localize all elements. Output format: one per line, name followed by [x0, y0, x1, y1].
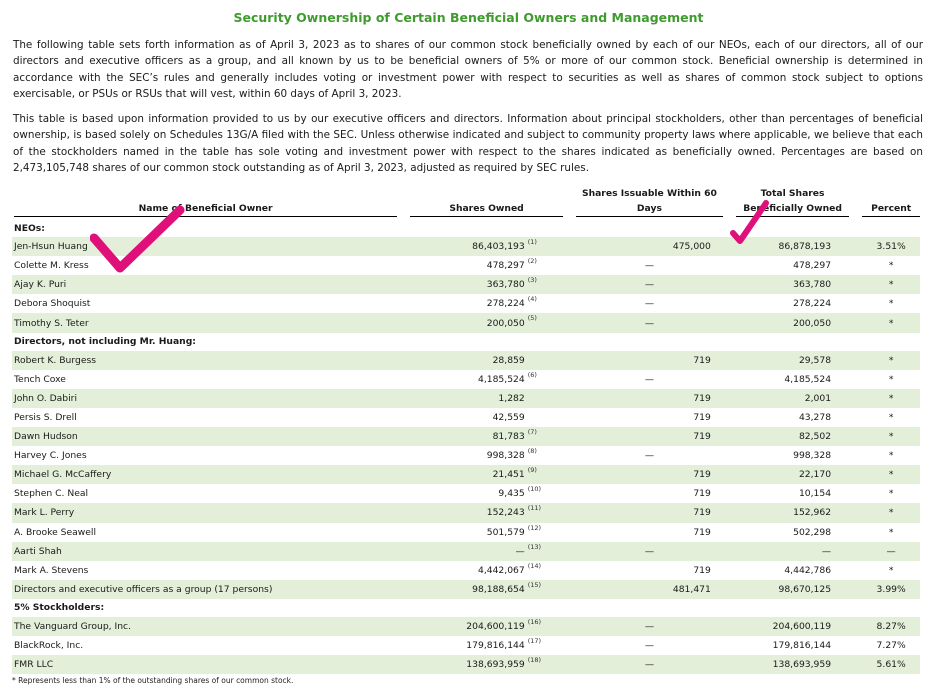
percent-owned: * — [862, 313, 920, 332]
total-owned: 204,600,119 — [736, 617, 849, 636]
percent-owned: * — [888, 373, 894, 385]
table-row — [12, 636, 920, 655]
table-row — [12, 370, 920, 389]
owner-name: Stephen C. Neal — [14, 488, 89, 500]
total-owned: — — [736, 542, 849, 561]
header-issuable: Shares Issuable Within 60 Days — [576, 186, 723, 219]
owner-name: Jen-Hsun Huang — [12, 237, 397, 256]
shares-issuable: — — [644, 298, 655, 310]
shares-issuable: — — [576, 655, 723, 674]
owner-name: Michael G. McCaffery — [12, 465, 397, 484]
table-row — [12, 503, 920, 522]
total-owned: 4,442,786 — [784, 564, 832, 576]
shares-issuable: 719 — [576, 427, 723, 446]
owner-name: Aarti Shah — [12, 542, 397, 561]
shares-owned: 363,780 — [410, 275, 524, 294]
total-owned: 478,297 — [793, 260, 832, 272]
footnote-ref: (3) — [525, 275, 563, 294]
shares-issuable: 719 — [693, 526, 711, 538]
shares-owned: 4,185,524 — [477, 373, 525, 385]
total-owned: 98,670,125 — [736, 580, 849, 599]
shares-issuable: 481,471 — [576, 580, 723, 599]
footnote: * Represents less than 1% of the outstanding shares of our common stock. — [12, 676, 294, 685]
footnote-ref — [525, 389, 563, 408]
section-title: Security Ownership of Certain Beneficial Owners and Management — [233, 10, 704, 25]
percent-owned: * — [888, 450, 894, 462]
footnote-ref: (7) — [525, 427, 563, 446]
owner-name: Timothy S. Teter — [12, 313, 397, 332]
shares-owned: 42,559 — [492, 411, 525, 423]
shares-owned: 4,442,067 — [477, 564, 525, 576]
footnote-ref: (1) — [525, 237, 563, 256]
shares-owned: 152,243 — [410, 503, 524, 522]
shares-owned: 278,224 — [486, 298, 525, 310]
table-row — [12, 256, 920, 275]
total-owned: 363,780 — [736, 275, 849, 294]
total-owned: 502,298 — [793, 526, 832, 538]
owner-name: BlackRock, Inc. — [14, 640, 84, 652]
percent-owned: * — [862, 275, 920, 294]
percent-owned: * — [888, 411, 894, 423]
owner-name: Mark L. Perry — [12, 503, 397, 522]
total-owned: 4,185,524 — [784, 373, 832, 385]
percent-owned: — — [862, 542, 920, 561]
table-row — [12, 237, 920, 256]
total-owned: 278,224 — [793, 298, 832, 310]
footnote-ref: (15) — [525, 580, 563, 599]
shares-issuable: 719 — [693, 411, 711, 423]
shares-issuable: 719 — [576, 389, 723, 408]
section-label: Directors, not including Mr. Huang: — [14, 336, 196, 348]
table-row — [12, 465, 920, 484]
shares-owned: 81,783 — [410, 427, 524, 446]
table-row — [12, 484, 920, 503]
owner-name: Ajay K. Puri — [12, 275, 397, 294]
total-owned: 138,693,959 — [736, 655, 849, 674]
shares-issuable: 719 — [576, 465, 723, 484]
total-owned: 43,278 — [798, 411, 832, 423]
shares-issuable: — — [644, 640, 655, 652]
percent-owned: * — [862, 465, 920, 484]
owner-name: The Vanguard Group, Inc. — [12, 617, 397, 636]
shares-issuable: 719 — [576, 351, 723, 370]
percent-owned: 8.27% — [862, 617, 920, 636]
table-section-row — [12, 219, 920, 237]
percent-owned: 3.99% — [862, 580, 920, 599]
table-row — [12, 408, 920, 427]
table-row — [12, 655, 920, 674]
shares-owned: 501,579 — [486, 526, 525, 538]
table-section-row — [12, 599, 920, 617]
table-row — [12, 427, 920, 446]
shares-issuable: — — [576, 617, 723, 636]
shares-issuable: 475,000 — [576, 237, 723, 256]
shares-owned: 138,693,959 — [410, 655, 524, 674]
table-row — [12, 523, 920, 542]
total-owned: 998,328 — [793, 450, 832, 462]
table-row — [12, 542, 920, 561]
total-owned: 29,578 — [736, 351, 849, 370]
shares-issuable: — — [576, 542, 723, 561]
footnote-ref: (18) — [525, 655, 563, 674]
percent-owned: 7.27% — [876, 640, 906, 652]
owner-name: Mark A. Stevens — [14, 564, 89, 576]
percent-owned: * — [888, 564, 894, 576]
percent-owned: * — [888, 298, 894, 310]
percent-owned: * — [862, 389, 920, 408]
footnote-ref: (5) — [525, 313, 563, 332]
table-row — [12, 580, 920, 599]
table-row — [12, 446, 920, 465]
total-owned: 22,170 — [736, 465, 849, 484]
table-row — [12, 275, 920, 294]
footnote-ref: (10) — [527, 485, 542, 494]
owner-name: Robert K. Burgess — [12, 351, 397, 370]
shares-owned: 204,600,119 — [410, 617, 524, 636]
owner-name: Directors and executive officers as a group (17 persons) — [12, 580, 397, 599]
owner-name: Persis S. Drell — [14, 411, 77, 423]
table-section-row — [12, 333, 920, 351]
owner-name: Tench Coxe — [14, 373, 66, 385]
percent-owned: 3.51% — [862, 237, 920, 256]
footnote-ref: (17) — [527, 637, 542, 646]
footnote-ref: (6) — [527, 370, 537, 379]
total-owned: 152,962 — [736, 503, 849, 522]
owner-name: Dawn Hudson — [12, 427, 397, 446]
shares-owned: 179,816,144 — [466, 640, 525, 652]
header-owned: Shares Owned — [410, 186, 562, 219]
shares-owned: 998,328 — [486, 450, 525, 462]
footnote-ref — [525, 351, 563, 370]
percent-owned: * — [888, 488, 894, 500]
total-owned: 86,878,193 — [736, 237, 849, 256]
percent-owned: * — [888, 260, 894, 272]
owner-name: FMR LLC — [12, 655, 397, 674]
owner-name: Colette M. Kress — [14, 260, 89, 272]
total-owned: 2,001 — [736, 389, 849, 408]
percent-owned: * — [862, 503, 920, 522]
total-owned: 179,816,144 — [772, 640, 832, 652]
footnote-ref: (8) — [527, 447, 537, 456]
footnote-ref: (4) — [527, 295, 537, 304]
shares-owned: 478,297 — [486, 260, 525, 272]
table-row — [12, 294, 920, 313]
shares-owned: 21,451 — [410, 465, 524, 484]
section-label: 5% Stockholders: — [14, 602, 105, 614]
footnote-ref: (13) — [525, 542, 563, 561]
shares-owned: 9,435 — [498, 488, 525, 500]
shares-issuable: 719 — [693, 488, 711, 500]
shares-issuable: — — [576, 275, 723, 294]
owner-name: John O. Dabiri — [12, 389, 397, 408]
shares-issuable: — — [644, 373, 655, 385]
shares-owned: 1,282 — [410, 389, 524, 408]
percent-owned: * — [888, 526, 894, 538]
total-owned: 82,502 — [736, 427, 849, 446]
table-header-row — [12, 186, 920, 219]
intro-paragraph: The following table sets forth information as of April 3, 2023 as to shares of our common stock beneficially owned by each of our NEOs, each of our directors, all of our directors and executive officers as a group, and all known by us to be beneficial owners of 5% or more of our common stock. Beneficial ownership is determined in accordance with the SEC’s rules and generally includes voting or investment power with respect to securities as well as shares of common stock subject to options exercisable, or PSUs or RSUs that will vest, within 60 days of April 3, 2023. — [13, 39, 923, 101]
shares-owned: 98,188,654 — [410, 580, 524, 599]
shares-issuable: 719 — [693, 564, 711, 576]
percent-owned: 5.61% — [862, 655, 920, 674]
shares-issuable: — — [644, 450, 655, 462]
table-row — [12, 617, 920, 636]
section-label: NEOs: — [14, 222, 45, 234]
header-percent: Percent — [862, 186, 920, 219]
ownership-table — [12, 186, 920, 674]
shares-owned: — — [410, 542, 524, 561]
table-row — [12, 351, 920, 370]
footnote-ref: (16) — [525, 617, 563, 636]
header-name: Name of Beneficial Owner — [12, 186, 397, 219]
shares-issuable: — — [576, 313, 723, 332]
footnote-ref: (11) — [525, 503, 563, 522]
footnote-ref: (2) — [527, 257, 537, 266]
total-owned: 10,154 — [798, 488, 832, 500]
shares-issuable: 719 — [576, 503, 723, 522]
total-owned: 200,050 — [736, 313, 849, 332]
footnote-ref: (12) — [527, 523, 542, 532]
percent-owned: * — [862, 427, 920, 446]
basis-paragraph: This table is based upon information provided to us by our executive officers and directors. Information about principal stockholders, other than percentages of beneficial ownership, is based solely on Schedules 13G/A filed with the SEC. Unless otherwise indicated and subject to community property laws where applicable, we believe that each of the stockholders named in the table has sole voting and investment power with respect to the shares indicated as beneficially owned. Percentages are based on 2,473,105,748 shares of our common stock outstanding as of April 3, 2023, adjusted as required by SEC rules. — [13, 113, 923, 175]
footnote-ref: (14) — [527, 561, 542, 570]
owner-name: A. Brooke Seawell — [14, 526, 97, 538]
footnote-ref: (9) — [525, 465, 563, 484]
shares-issuable: — — [644, 260, 655, 272]
table-row — [12, 561, 920, 580]
shares-owned: 200,050 — [410, 313, 524, 332]
header-total: Total Shares Beneficially Owned — [736, 186, 849, 219]
footnote-ref — [525, 408, 563, 427]
owner-name: Harvey C. Jones — [14, 450, 87, 462]
shares-owned: 28,859 — [410, 351, 524, 370]
shares-owned: 86,403,193 — [410, 237, 524, 256]
table-row — [12, 313, 920, 332]
table-row — [12, 389, 920, 408]
owner-name: Debora Shoquist — [14, 298, 91, 310]
percent-owned: * — [862, 351, 920, 370]
